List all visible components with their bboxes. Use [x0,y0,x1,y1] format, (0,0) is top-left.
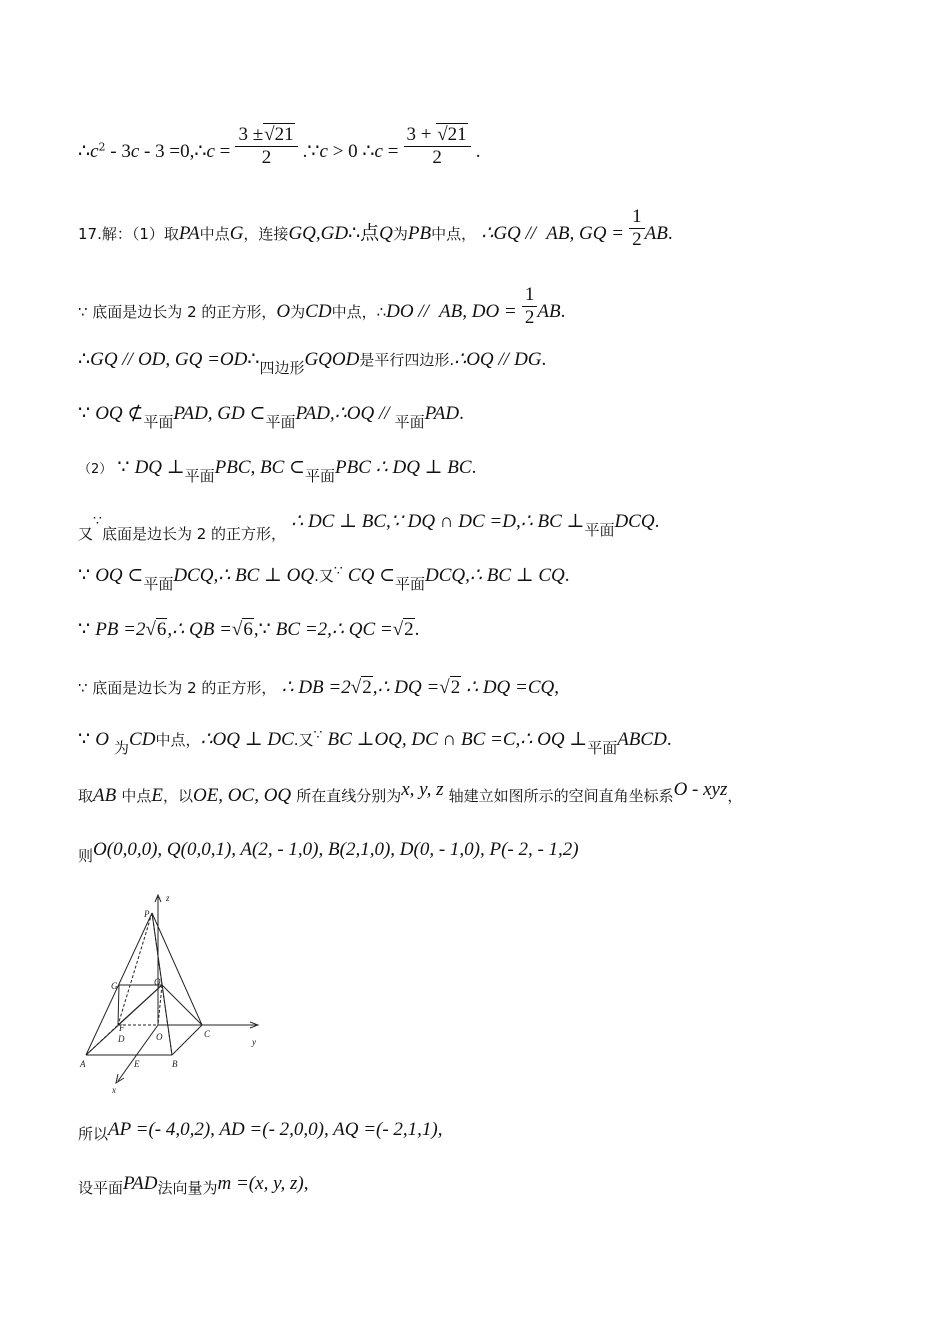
line-2: 17.解：（1）取PA中点G，连接GQ,GD∴点Q为PB中点， ∴GQ // AB, GQ = $\frac{1}{2}$ AB. [78,206,673,250]
line-15: 设平面PAD法向量为m =(x, y, z), [78,1173,309,1197]
line-4: ∴GQ // OD, GQ =OD∴四边形GQOD是平行四边形.∴OQ // DG. [78,349,547,377]
sqrt-21-b: √21 [437,124,467,145]
segment-QO [158,985,162,1025]
label-x: x [112,1085,116,1095]
label-z: z [166,893,170,903]
line-8: ∵ OQ ⊂平面DCQ,∴ BC ⊥ OQ.又∵ CQ ⊂平面DCQ,∴ BC ⊥ CQ. [78,564,570,593]
label-Q: Q [154,977,161,987]
pyramid-figure [76,885,276,1100]
fraction-2: $\frac{3 + √21}{2}$ [404,124,471,169]
segment-QB [162,985,172,1055]
segment-QC [162,985,202,1025]
line-6: （2） ∵ DQ ⊥平面PBC, BC ⊂平面PBC ∴ DQ ⊥ BC. [78,457,477,485]
line-9: ∵ PB =2√6,∴ QB =√6,∵ BC =2,∴ QC =√2. [78,619,420,640]
segment-AQ [86,985,162,1055]
label-F: F [119,1023,125,1033]
line-3: ∵ 底面是边长为 2 的正方形，O为CD中点，∴DO // AB, DO = $\frac{1}{2}$ AB. [78,284,566,328]
edge-PD [118,913,152,1025]
label-A: A [80,1059,86,1069]
line-1: $\therefore c^2 - 3c - 3$ =0,∴c = $\frac{3 \pm√21}{2}$ .∵c > 0 ∴c = $\frac{3 + √21}{2}$ . [78,124,481,168]
label-C: C [204,1029,211,1039]
label-E: E [134,1059,140,1069]
label-P: P [144,909,150,919]
line-12: 取AB 中点E，以OE, OC, OQ 所在直线分别为x, y, z 轴建立如图所示的空间直角坐标系O - xyz， [78,779,743,806]
sqrt-21-a: √21 [264,124,294,145]
fraction-half-2: $\frac{1}{2}$ [522,284,538,329]
line-10: ∵ 底面是边长为 2 的正方形， ∴ DB =2√2,∴ DQ =√2 ∴ DQ =CQ, [78,677,559,698]
fraction-half-1: $\frac{1}{2}$ [629,206,645,251]
line-11: ∵ O 为CD中点，∴OQ ⊥ DC.又∵ BC ⊥OQ, DC ∩ BC =C,∴ OQ ⊥平面ABCD. [78,728,672,757]
line-7: 又∵底面是边长为 2 的正方形， ∴ DC ⊥ BC,∵ DQ ∩ DC =D,∴ BC ⊥平面DCQ. [78,511,660,543]
label-O: O [156,1032,163,1042]
line-14: 所以AP =(- 4,0,2), AD =(- 2,0,0), AQ =(- 2,1,1), [78,1119,443,1143]
label-D: D [118,1034,125,1044]
label-y: y [252,1037,256,1047]
line-13: 则O(0,0,0), Q(0,0,1), A(2, - 1,0), B(2,1,0), D(0, - 1,0), P(- 2, - 1,2) [78,839,579,865]
segment-GF [118,985,119,1025]
line-5: ∵ OQ ⊄平面PAD, GD ⊂平面PAD,∴OQ // 平面PAD. [78,403,464,431]
label-G: G [111,981,118,991]
label-B: B [172,1059,178,1069]
edge-BC [172,1025,202,1055]
fraction-1: $\frac{3 \pm√21}{2}$ [235,124,297,169]
